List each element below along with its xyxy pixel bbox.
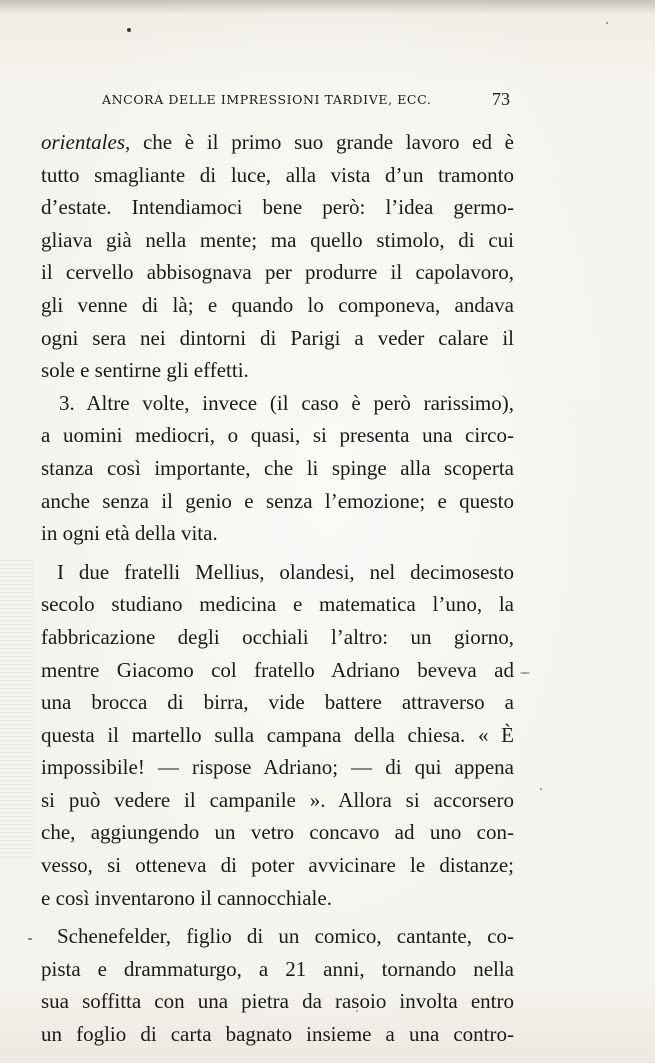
text-line: stanza così importante, che li spinge alla scoperta — [41, 455, 514, 480]
text-line: questa il martello sulla campana della chiesa. « È — [41, 722, 514, 747]
text-line: a uomini mediocri, o quasi, si presenta una circo- — [41, 423, 514, 448]
text-line: che, aggiungendo un vetro concavo ad uno con- — [41, 820, 514, 845]
text-line: tutto smagliante di luce, alla vista d’un tramonto — [41, 162, 514, 187]
text-line: mentre Giacomo col fratello Adriano beveva ad — [41, 657, 514, 682]
text-line: il cervello abbisognava per produrre il capolavoro, — [41, 260, 514, 285]
body-text — [41, 126, 514, 1051]
text-line: Schenefelder, figlio di un comico, cantante, co- — [57, 924, 514, 949]
text-line: orientales, che è il primo suo grande lavoro ed è — [41, 130, 514, 154]
text-line: si può vedere il campanile ». Allora si accorsero — [41, 787, 514, 812]
running-header — [102, 92, 522, 107]
text-line: una brocca di birra, vide battere attraverso a — [41, 690, 514, 715]
text-line: in ogni età della vita. — [41, 521, 218, 546]
text-line: gliava già nella mente; ma quello stimolo, di cui — [41, 227, 514, 252]
text-line: ogni sera nei dintorni di Parigi a veder calare il — [41, 325, 514, 350]
italic-word: orientales, — [41, 130, 131, 154]
text-line: secolo studiano medicina e matematica l’uno, la — [41, 592, 514, 617]
text-line: fabbricazione degli occhiali l’altro: un giorno, — [41, 624, 514, 649]
text-line: I due fratelli Mellius, olandesi, nel decimosesto — [57, 559, 514, 584]
text-line: pista e drammaturgo, a 21 anni, tornando nella — [41, 956, 514, 981]
ink-speck — [127, 28, 131, 32]
ink-speck — [540, 788, 542, 790]
text-line: anche senza il genio e senza l’emozione; e questo — [41, 488, 514, 513]
running-title: ANCORA DELLE IMPRESSIONI TARDIVE, ECC. — [102, 92, 432, 107]
text-line: d’estate. Intendiamoci bene però: l’idea germo- — [41, 195, 514, 220]
page-number: 73 — [492, 89, 510, 109]
text-line: vesso, si otteneva di poter avvicinare le distanze; — [41, 853, 514, 878]
page-top-shadow — [0, 0, 655, 14]
ink-speck — [520, 672, 530, 674]
text-line: sua soffitta con una pietra da rasoio involta entro — [41, 989, 514, 1014]
text-line: e così inventarono il cannocchiale. — [41, 885, 332, 910]
page-margin-bleed — [0, 560, 34, 860]
text-line: 3. Altre volte, invece (il caso è però rarissimo), — [59, 390, 514, 415]
text-line: gli venne di là; e quando lo componeva, andava — [41, 292, 514, 317]
text-line: sole e sentirne gli effetti. — [41, 358, 249, 383]
ink-speck — [28, 938, 32, 940]
text-line: impossibile! — rispose Adriano; — di qui appena — [41, 755, 514, 780]
ink-speck — [606, 22, 608, 24]
text-line: un foglio di carta bagnato insieme a una contro- — [41, 1022, 514, 1047]
